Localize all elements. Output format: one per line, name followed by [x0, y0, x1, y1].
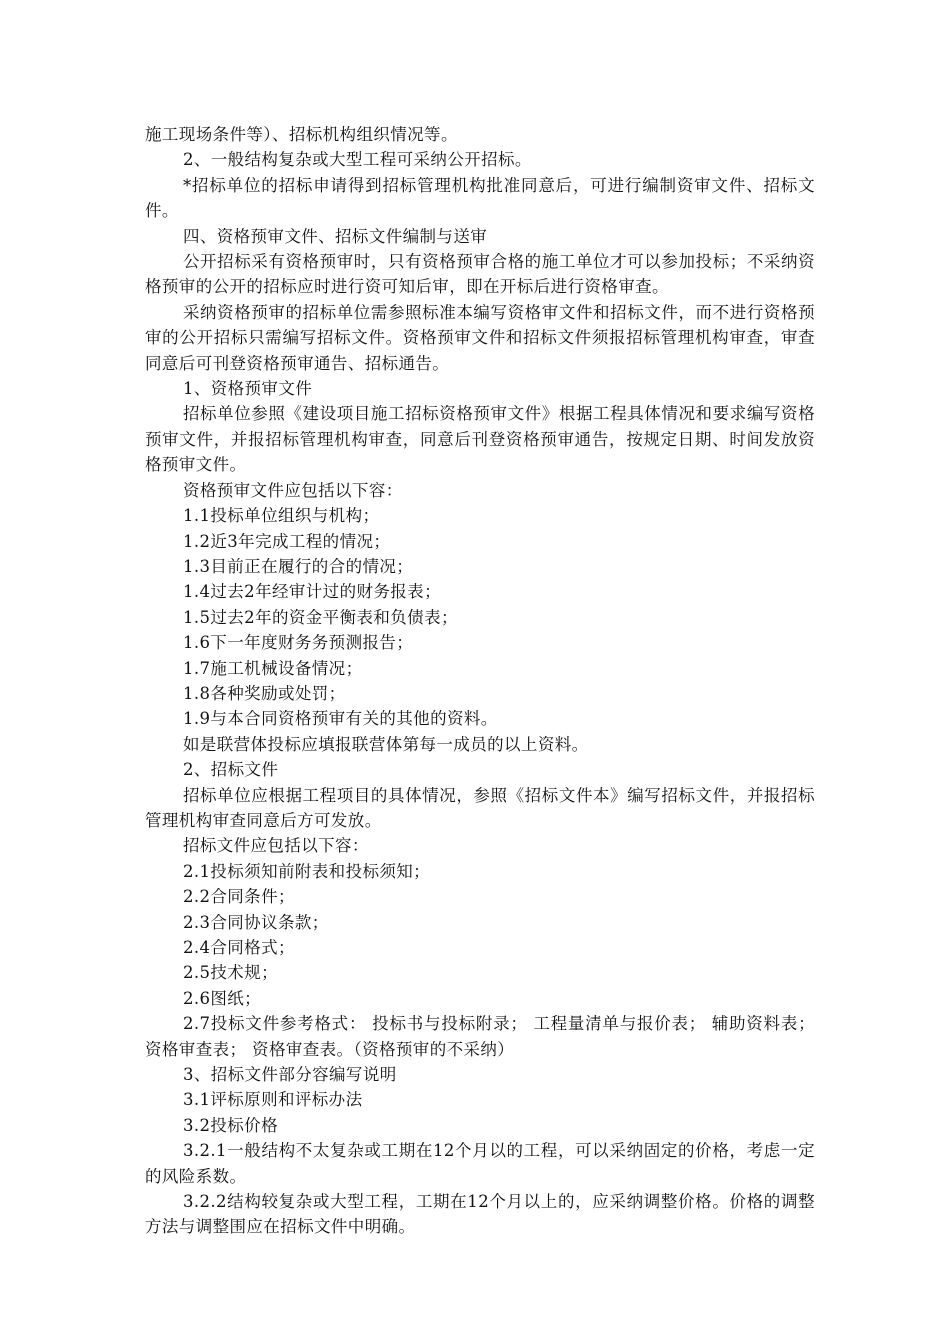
- paragraph: 资格预审文件应包括以下容：: [182, 480, 403, 500]
- paragraph: 招标单位应根据工程项目的具体情况，参照《招标文件本》编写招标文件，并报招标管理机构审查同意后方可发放。: [145, 785, 815, 830]
- paragraph: 3.2.2结构较复杂或大型工程，工期在12个月以上的，应采纳调整价格。价格的调整方法与调整围应在招标文件中明确。: [145, 1192, 815, 1237]
- list-item: 1.1投标单位组织与机构；: [182, 506, 380, 526]
- list-item: 2.3合同协议条款；: [182, 912, 329, 932]
- paragraph: 3.2.1一般结构不太复杂或工期在12个月以的工程，可以采纳固定的价格，考虑一定的风险系数。: [145, 1141, 815, 1186]
- subsection-heading: 3、招标文件部分容编写说明: [182, 1065, 397, 1085]
- paragraph: 采纳资格预审的招标单位需参照标准本编写资格审文件和招标文件，而不进行资格预审的公开招标只需编写招标文件。资格预审文件和招标文件须报招标管理机构审查，审查同意后可刊登资格预审通告、招标通告。: [145, 302, 815, 373]
- list-item: 1.6下一年度财务务预测报告；: [182, 633, 414, 653]
- list-item: 2.1投标须知前附表和投标须知；: [182, 861, 431, 881]
- subsection-heading: 1、资格预审文件: [182, 379, 313, 399]
- subsection-heading: 2、招标文件: [182, 760, 279, 780]
- list-item: 1.7施工机械设备情况；: [182, 658, 363, 678]
- paragraph: 施工现场条件等）、招标机构组织情况等。: [145, 125, 458, 144]
- list-item: 2.5技术规；: [182, 963, 278, 983]
- list-item: 3.2投标价格: [182, 1115, 278, 1135]
- list-item: 1.3目前正在履行的合的情况；: [182, 556, 414, 576]
- list-item: 2.4合同格式；: [182, 938, 295, 957]
- list-item: 1.9与本合同资格预审有关的其他的资料。: [182, 709, 498, 729]
- paragraph: 如是联营体投标应填报联营体第每一成员的以上资料。: [182, 734, 589, 754]
- list-item: 3.1评标原则和评标办法: [182, 1090, 363, 1110]
- paragraph: 招标单位参照《建设项目施工招标资格预审文件》根据工程具体情况和要求编写资格预审文件，并报招标管理机构审查，同意后刊登资格预审通告，按规定日期、时间发放资格预审文件。: [145, 404, 815, 475]
- list-item: 2.2合同条件；: [182, 887, 295, 907]
- paragraph: *招标单位的招标申请得到招标管理机构批准同意后，可进行编制资审文件、招标文件。: [145, 175, 815, 221]
- paragraph: 2、一般结构复杂或大型工程可采纳公开招标。: [182, 150, 532, 170]
- list-item: 2.6图纸；: [182, 988, 262, 1008]
- list-item: 2.7投标文件参考格式： 投标书与投标附录； 工程量清单与报价表； 辅助资料表； 资格审查表； 资格审查表。（资格预审的不采纳）: [145, 1014, 815, 1059]
- paragraph: 公开招标采有资格预审时，只有资格预审合格的施工单位才可以参加投标；不采纳资格预审的公开的招标应时进行资可知后审，即在开标后进行资格审查。: [145, 252, 815, 297]
- paragraph: 招标文件应包括以下容：: [182, 836, 369, 856]
- list-item: 1.8各种奖励或处罚；: [182, 683, 346, 703]
- list-item: 1.4过去2年经审计过的财务报表；: [182, 582, 441, 602]
- document-body: [145, 122, 815, 1240]
- list-item: 1.2近3年完成工程的情况；: [182, 531, 391, 551]
- list-item: 1.5过去2年的资金平衡表和负债表；: [182, 607, 458, 627]
- section-heading: 四、资格预审文件、招标文件编制与送审: [182, 226, 488, 246]
